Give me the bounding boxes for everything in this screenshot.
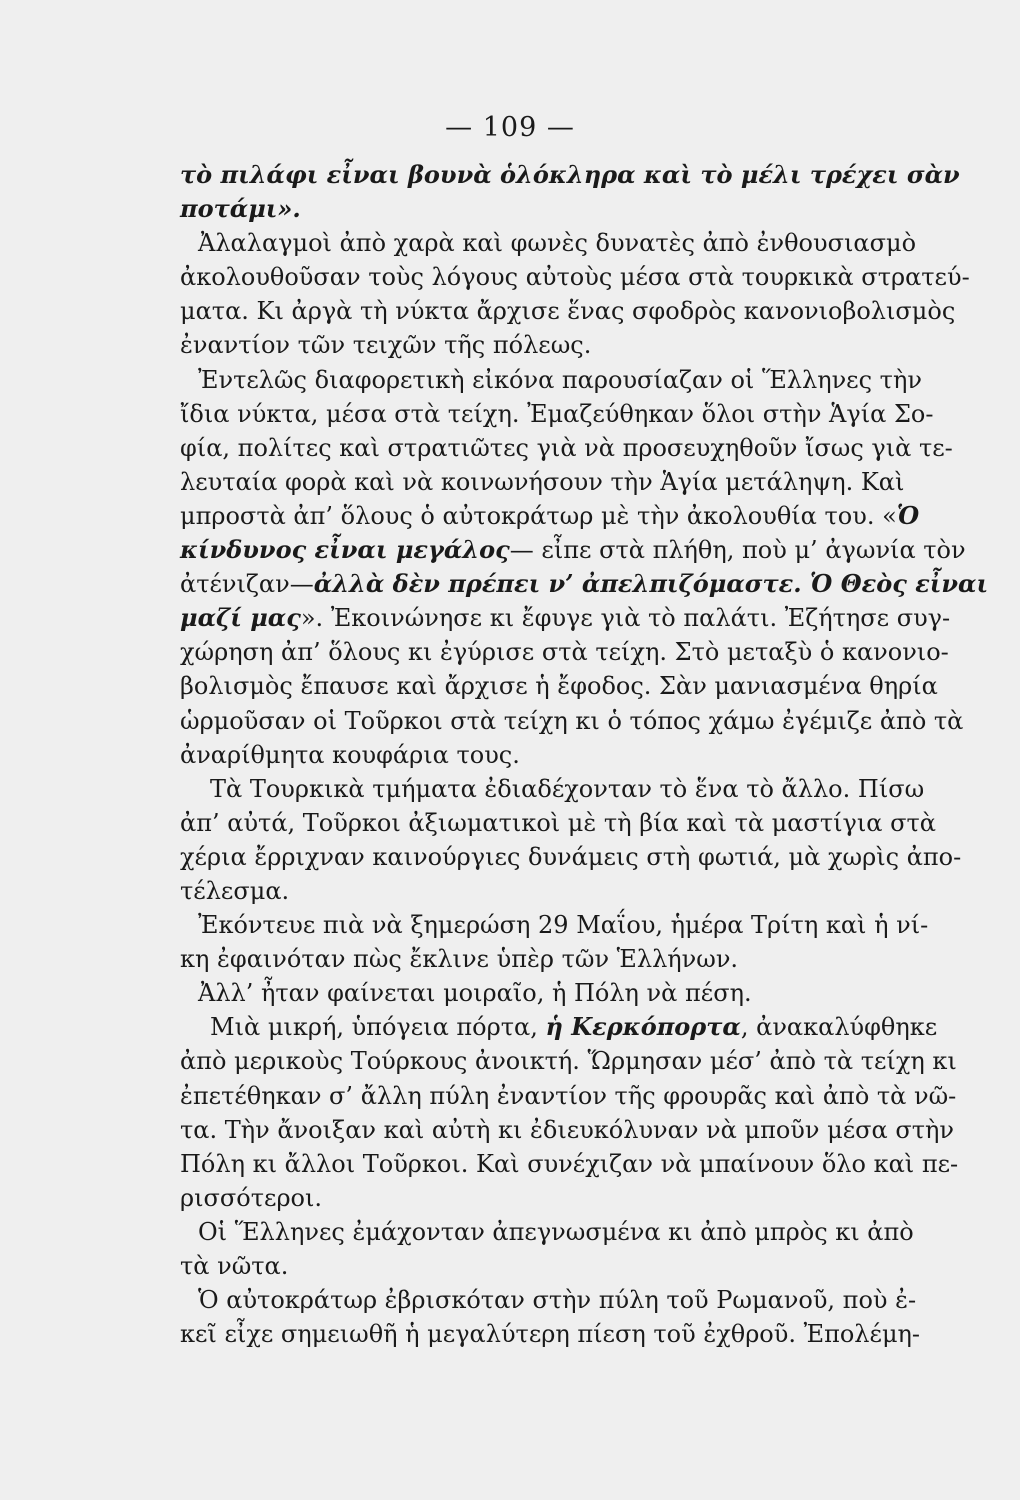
text-line: ἐπετέθηκαν σ’ ἄλλη πύλη ἐναντίον τῆς φρουρᾶς καὶ ἀπὸ τὰ νῶ- — [180, 1081, 957, 1110]
text-line: Μιὰ μικρή, ὑπόγεια πόρτα, ἡ Κερκόπορτα, ἀνακαλύφθηκε — [210, 1012, 938, 1042]
text-line: Ἐντελῶς διαφορετικὴ εἰκόνα παρουσίαζαν οἱ Ἕλληνες τὴν — [198, 365, 922, 394]
text-line: ἀπὸ μερικοὺς Τούρκους ἀνοικτή. Ὥρμησαν μέσ’ ἀπὸ τὰ τείχη κι — [180, 1047, 957, 1076]
text-line: λευταία φορὰ καὶ νὰ κοινωνήσουν τὴν Ἁγία μετάληψη. Καὶ — [180, 467, 905, 496]
text-line: τα. Τὴν ἄνοιξαν καὶ αὐτὴ κι ἐδιευκόλυναν νὰ μποῦν μέσα στὴν — [180, 1115, 954, 1144]
text-line: μαζί μας». Ἐκοινώνησε κι ἔφυγε γιὰ τὸ παλάτι. Ἐζήτησε συγ- — [180, 603, 951, 633]
text-line: κίνδυνος εἶναι μεγάλος— εἶπε στὰ πλήθη, ποὺ μ’ ἀγωνία τὸν — [180, 535, 966, 565]
text-line: χώρηση ἀπ’ ὅλους κι ἐγύρισε στὰ τείχη. Στὸ μεταξὺ ὁ κανονιο- — [180, 638, 949, 667]
text-line: ἴδια νύκτα, μέσα στὰ τείχη. Ἐμαζεύθηκαν ὅλοι στὴν Ἁγία Σο- — [180, 399, 934, 428]
text-line: Πόλη κι ἄλλοι Τοῦρκοι. Καὶ συνέχιζαν νὰ μπαίνουν ὅλο καὶ πε- — [180, 1149, 959, 1178]
text-line: ἐναντίον τῶν τειχῶν τῆς πόλεως. — [180, 331, 592, 360]
text-line: ἀναρίθμητα κουφάρια τους. — [180, 740, 520, 769]
text-line: ἀτένιζαν—ἀλλὰ δὲν πρέπει ν’ ἀπελπιζόμαστε. Ὁ Θεὸς εἶναι — [180, 569, 989, 599]
page-number: — 109 — — [445, 112, 575, 143]
text-line: ἀκολουθοῦσαν τοὺς λόγους αὐτοὺς μέσα στὰ τουρκικὰ στρατεύ- — [180, 263, 970, 292]
text-line: τὸ πιλάφι εἶναι βουνὰ ὁλόκληρα καὶ τὸ μέλι τρέχει σὰν — [180, 160, 960, 189]
text-line: ὡρμοῦσαν οἱ Τοῦρκοι στὰ τείχη κι ὁ τόπος χάμω ἐγέμιζε ἀπὸ τὰ — [180, 706, 964, 735]
text-line: Ὁ αὐτοκράτωρ ἐβρισκόταν στὴν πύλη τοῦ Ρωμανοῦ, ποὺ ἐ- — [198, 1286, 917, 1315]
text-line: Ἐκόντευε πιὰ νὰ ξημερώση 29 Μαΐου, ἡμέρα Τρίτη καὶ ἡ νί- — [198, 911, 929, 940]
text-line: τέλεσμα. — [180, 876, 290, 905]
text-line: κεῖ εἶχε σημειωθῆ ἡ μεγαλύτερη πίεση τοῦ ἐχθροῦ. Ἐπολέμη- — [180, 1320, 921, 1349]
text-line: βολισμὸς ἔπαυσε καὶ ἄρχισε ἡ ἔφοδος. Σὰν μανιασμένα θηρία — [180, 672, 938, 701]
text-line: Τὰ Τουρκικὰ τμήματα ἐδιαδέχονταν τὸ ἕνα τὸ ἄλλο. Πίσω — [210, 774, 925, 803]
body-text — [180, 158, 989, 1351]
text-line: ποτάμι». — [180, 194, 301, 224]
text-line: Ἀλλ’ ἦταν φαίνεται μοιραῖο, ἡ Πόλη νὰ πέση. — [198, 979, 752, 1008]
text-line: χέρια ἔρριχναν καινούργιες δυνάμεις στὴ φωτιά, μὰ χωρὶς ἀπο- — [180, 842, 962, 871]
text-line: Ἀλαλαγμοὶ ἀπὸ χαρὰ καὶ φωνὲς δυνατὲς ἀπὸ ἐνθουσιασμὸ — [198, 229, 917, 258]
text-line: κη ἐφαινόταν πὼς ἔκλινε ὑπὲρ τῶν Ἑλλήνων. — [180, 945, 739, 974]
text-line: μπροστὰ ἀπ’ ὅλους ὁ αὐτοκράτωρ μὲ τὴν ἀκολουθία του. «Ὁ — [180, 500, 920, 530]
text-line: Οἱ Ἕλληνες ἐμάχονταν ἀπεγνωσμένα κι ἀπὸ μπρὸς κι ἀπὸ — [198, 1217, 914, 1246]
text-line: ἀπ’ αὐτά, Τοῦρκοι ἀξιωματικοὶ μὲ τὴ βία καὶ τὰ μαστίγια στὰ — [180, 808, 937, 837]
text-line: φία, πολίτες καὶ στρατιῶτες γιὰ νὰ προσευχηθοῦν ἴσως γιὰ τε- — [180, 433, 953, 462]
text-line: τὰ νῶτα. — [180, 1252, 289, 1280]
text-line: ρισσότεροι. — [180, 1183, 323, 1212]
text-line: ματα. Κι ἀργὰ τὴ νύκτα ἄρχισε ἕνας σφοδρὸς κανονιοβολισμὸς — [180, 297, 956, 326]
